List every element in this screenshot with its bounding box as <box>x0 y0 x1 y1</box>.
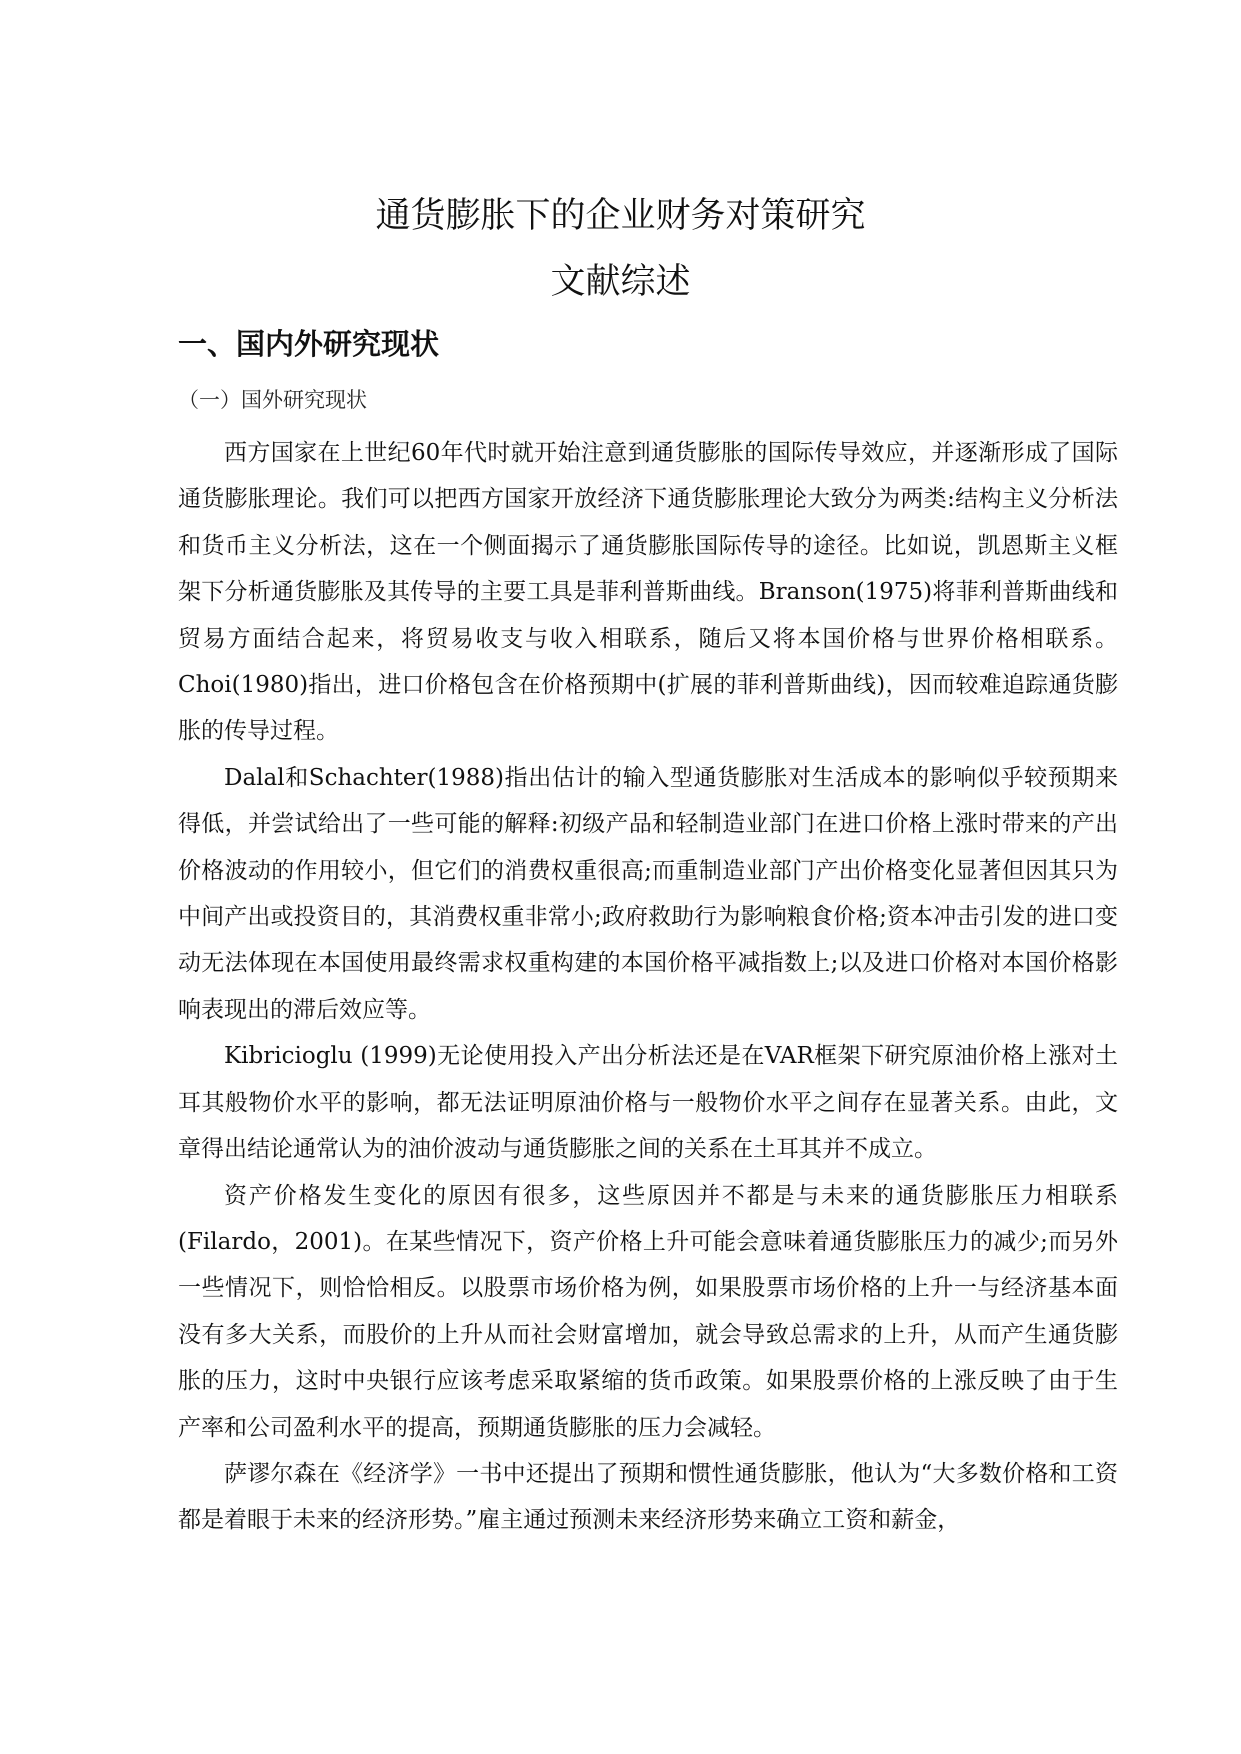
document-subtitle: 文献综述 <box>550 262 691 302</box>
paragraph: 萨谬尔森在《经济学》一书中还提出了预期和惯性通货膨胀，他认为“大多数价格和工资都是着眼于未来的经济形势。”雇主通过预测未来经济形势来确立工资和薪金， <box>178 1460 1118 1534</box>
subsection-heading: （一）国外研究现状 <box>178 388 367 412</box>
document-title: 通货膨胀下的企业财务对策研究 <box>375 196 866 236</box>
paragraph: 资产价格发生变化的原因有很多，这些原因并不都是与未来的通货膨胀压力相联系(Filardo，2001)。在某些情况下，资产价格上升可能会意味着通货膨胀压力的减少;而另外一些情况下，则恰恰相反。以股票市场价格为例，如果股票市场价格的上升一与经济基本面没有多大关系，而股价的上升从而社会财富增加，就会导致总需求的上升，从而产生通货膨胀的压力，这时中央银行应该考虑采取紧缩的货币政策。如果股票价格的上涨反映了由于生产率和公司盈利水平的提高，预期通货膨胀的压力会减轻。 <box>178 1182 1118 1441</box>
paragraph: 西方国家在上世纪60年代时就开始注意到通货膨胀的国际传导效应，并逐渐形成了国际通货膨胀理论。我们可以把西方国家开放经济下通货膨胀理论大致分为两类:结构主义分析法和货币主义分析法，这在一个侧面揭示了通货膨胀国际传导的途径。比如说，凯恩斯主义框架下分析通货膨胀及其传导的主要工具是菲利普斯曲线。Branson(1975)将菲利普斯曲线和贸易方面结合起来，将贸易收支与收入相联系，随后又将本国价格与世界价格相联系。Choi(1980)指出，进口价格包含在价格预期中(扩展的菲利普斯曲线)，因而较难追踪通货膨胀的传导过程。 <box>178 440 1118 745</box>
section-heading: 一、国内外研究现状 <box>178 327 440 361</box>
body-text <box>178 430 1118 1544</box>
paragraph: Kibricioglu (1999)无论使用投入产出分析法还是在VAR框架下研究原油价格上涨对土耳其般物价水平的影响，都无法证明原油价格与一般物价水平之间存在显著关系。由此，文章得出结论通常认为的油价波动与通货膨胀之间的关系在土耳其并不成立。 <box>178 1043 1118 1163</box>
paragraph: Dalal和Schachter(1988)指出估计的输入型通货膨胀对生活成本的影响似乎较预期来得低，并尝试给出了一些可能的解释:初级产品和轻制造业部门在进口价格上涨时带来的产出价格波动的作用较小，但它们的消费权重很高;而重制造业部门产出价格变化显著但因其只为中间产出或投资目的，其消费权重非常小;政府救助行为影响粮食价格;资本冲击引发的进口变动无法体现在本国使用最终需求权重构建的本国价格平减指数上;以及进口价格对本国价格影响表现出的滞后效应等。 <box>178 764 1118 1023</box>
